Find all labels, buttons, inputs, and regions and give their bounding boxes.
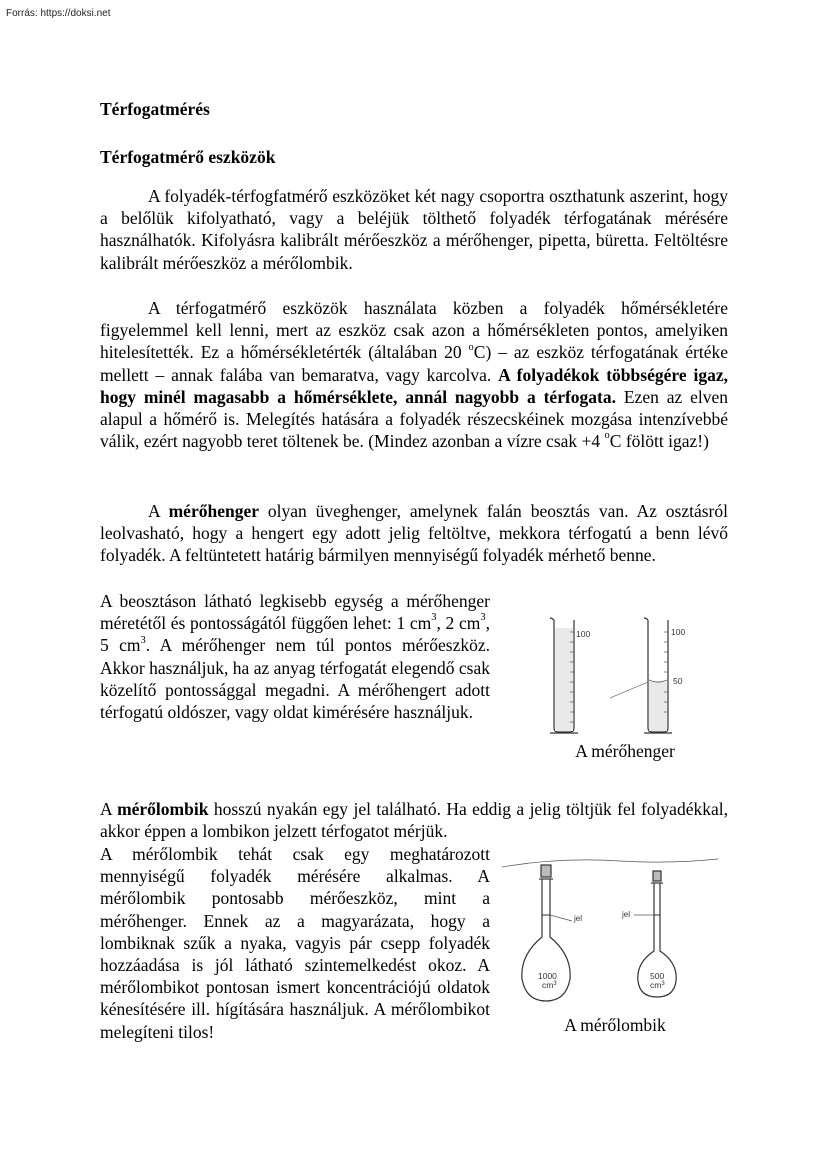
paragraph-6: A mérőlombik tehát csak egy meghatározott mennyiségű folyadék mérésére alkalmas. A mérőlombik pontosabb mérőeszköz, mint a mérőhenger. Ennek az a magyarázata, hogy a lombiknak szűk a nyaka, vagyis pár csepp folyadék hozzáadása is jól látható szintemelkedést okoz. A mérőlombikot pontosan ismert koncentrációjú oldatok kénesítésére ill. hígítására használjuk. A mérőlombikot melegíteni tilos! xyxy=(100,844,490,1042)
cylinder-right-label-100: 100 xyxy=(671,627,686,637)
cylinder-left xyxy=(550,618,578,733)
flask-left-volume: 1000 xyxy=(538,971,557,981)
graduated-cylinder-figure xyxy=(540,612,710,740)
volumetric-flask-figure xyxy=(500,855,720,1015)
eye-line xyxy=(610,682,648,698)
cylinder-left-label-100: 100 xyxy=(576,629,591,639)
flask-caption: A mérőlombik xyxy=(564,1015,666,1035)
cylinder-caption: A mérőhenger xyxy=(575,741,675,761)
section-heading: Térfogatmérő eszközök xyxy=(100,147,276,167)
flask-left-unit: $cm^3$ xyxy=(542,980,557,990)
paragraph-5: A mérőlombik hosszú nyakán egy jel található. Ha eddig a jelig töltjük fel folyadékkal, akkor éppen a lombikon jelzett térfogatot mérjük. xyxy=(100,799,728,842)
flask-right-volume: 500 xyxy=(650,971,665,981)
paragraph-1: A folyadék-térfogfatmérő eszközöket két nagy csoportra oszthatunk aszerint, hogy a belőlük kifolyatható, vagy a beléjük tölthető folyadék térfogatának mérésére használhatók. Kifolyásra kalibrált mérőeszköz a mérőhenger, pipetta, büretta. Feltöltésre kalibrált mérőeszköz a mérőlombik. xyxy=(100,186,728,273)
cylinder-right-label-50: 50 xyxy=(673,676,683,686)
flask-right-jel-label: jel xyxy=(622,910,631,919)
flask-right-unit: $cm^3$ xyxy=(650,980,665,990)
flask-left-jel-label: jel xyxy=(574,914,583,923)
cylinder-right xyxy=(644,618,672,733)
paragraph-3: A mérőhenger olyan üveghenger, amelynek falán beosztás van. Az osztásról leolvasható, hogy a hengert egy adott jelig feltöltve, mekkora térfogatú a benn lévő folyadék. A feltüntetett határig bármilyen mennyiségű folyadék mérhető benne. xyxy=(100,501,728,566)
page-title: Térfogatmérés xyxy=(100,99,210,119)
paragraph-2: A térfogatmérő eszközök használata közben a folyadék hőmérsékletére figyelemmel kell lenni, mert az eszköz csak azon a hőmérsékleten pontos, amelyiken hitelesítették. Ez a hőmérsékletérték (általában 20 $^o$C) – az eszköz térfogatának értéke mellett – annak falába van bemaratva, vagy karcolva. A folyadékok többségére igaz, hogy minél magasabb a hőmérséklete, annál nagyobb a térfogata. Ezen az elven alapul a hőmérő is. Melegítés hatására a folyadék részecskéinek mozgása intenzívebbé válik, ezért nagyobb teret töltenek be. (Mindez azonban a vízre csak +4 $^o$C fölött igaz!) xyxy=(100,298,729,452)
paragraph-4: A beosztáson látható legkisebb egység a mérőhenger méretétől és pontosságától függően lehet: 1 $cm^3$, 2 $cm^3$, 5 $cm^3$. A mérőhenger nem túl pontos mérőeszköz. Akkor használjuk, ha az anyag térfogatát elegendő csak közelítő pontossággal megadni. A mérőhengert adott térfogatú oldószer, vagy oldat kimérésére használjuk. xyxy=(100,591,490,723)
source-label: Forrás: https://doksi.net xyxy=(6,8,111,19)
